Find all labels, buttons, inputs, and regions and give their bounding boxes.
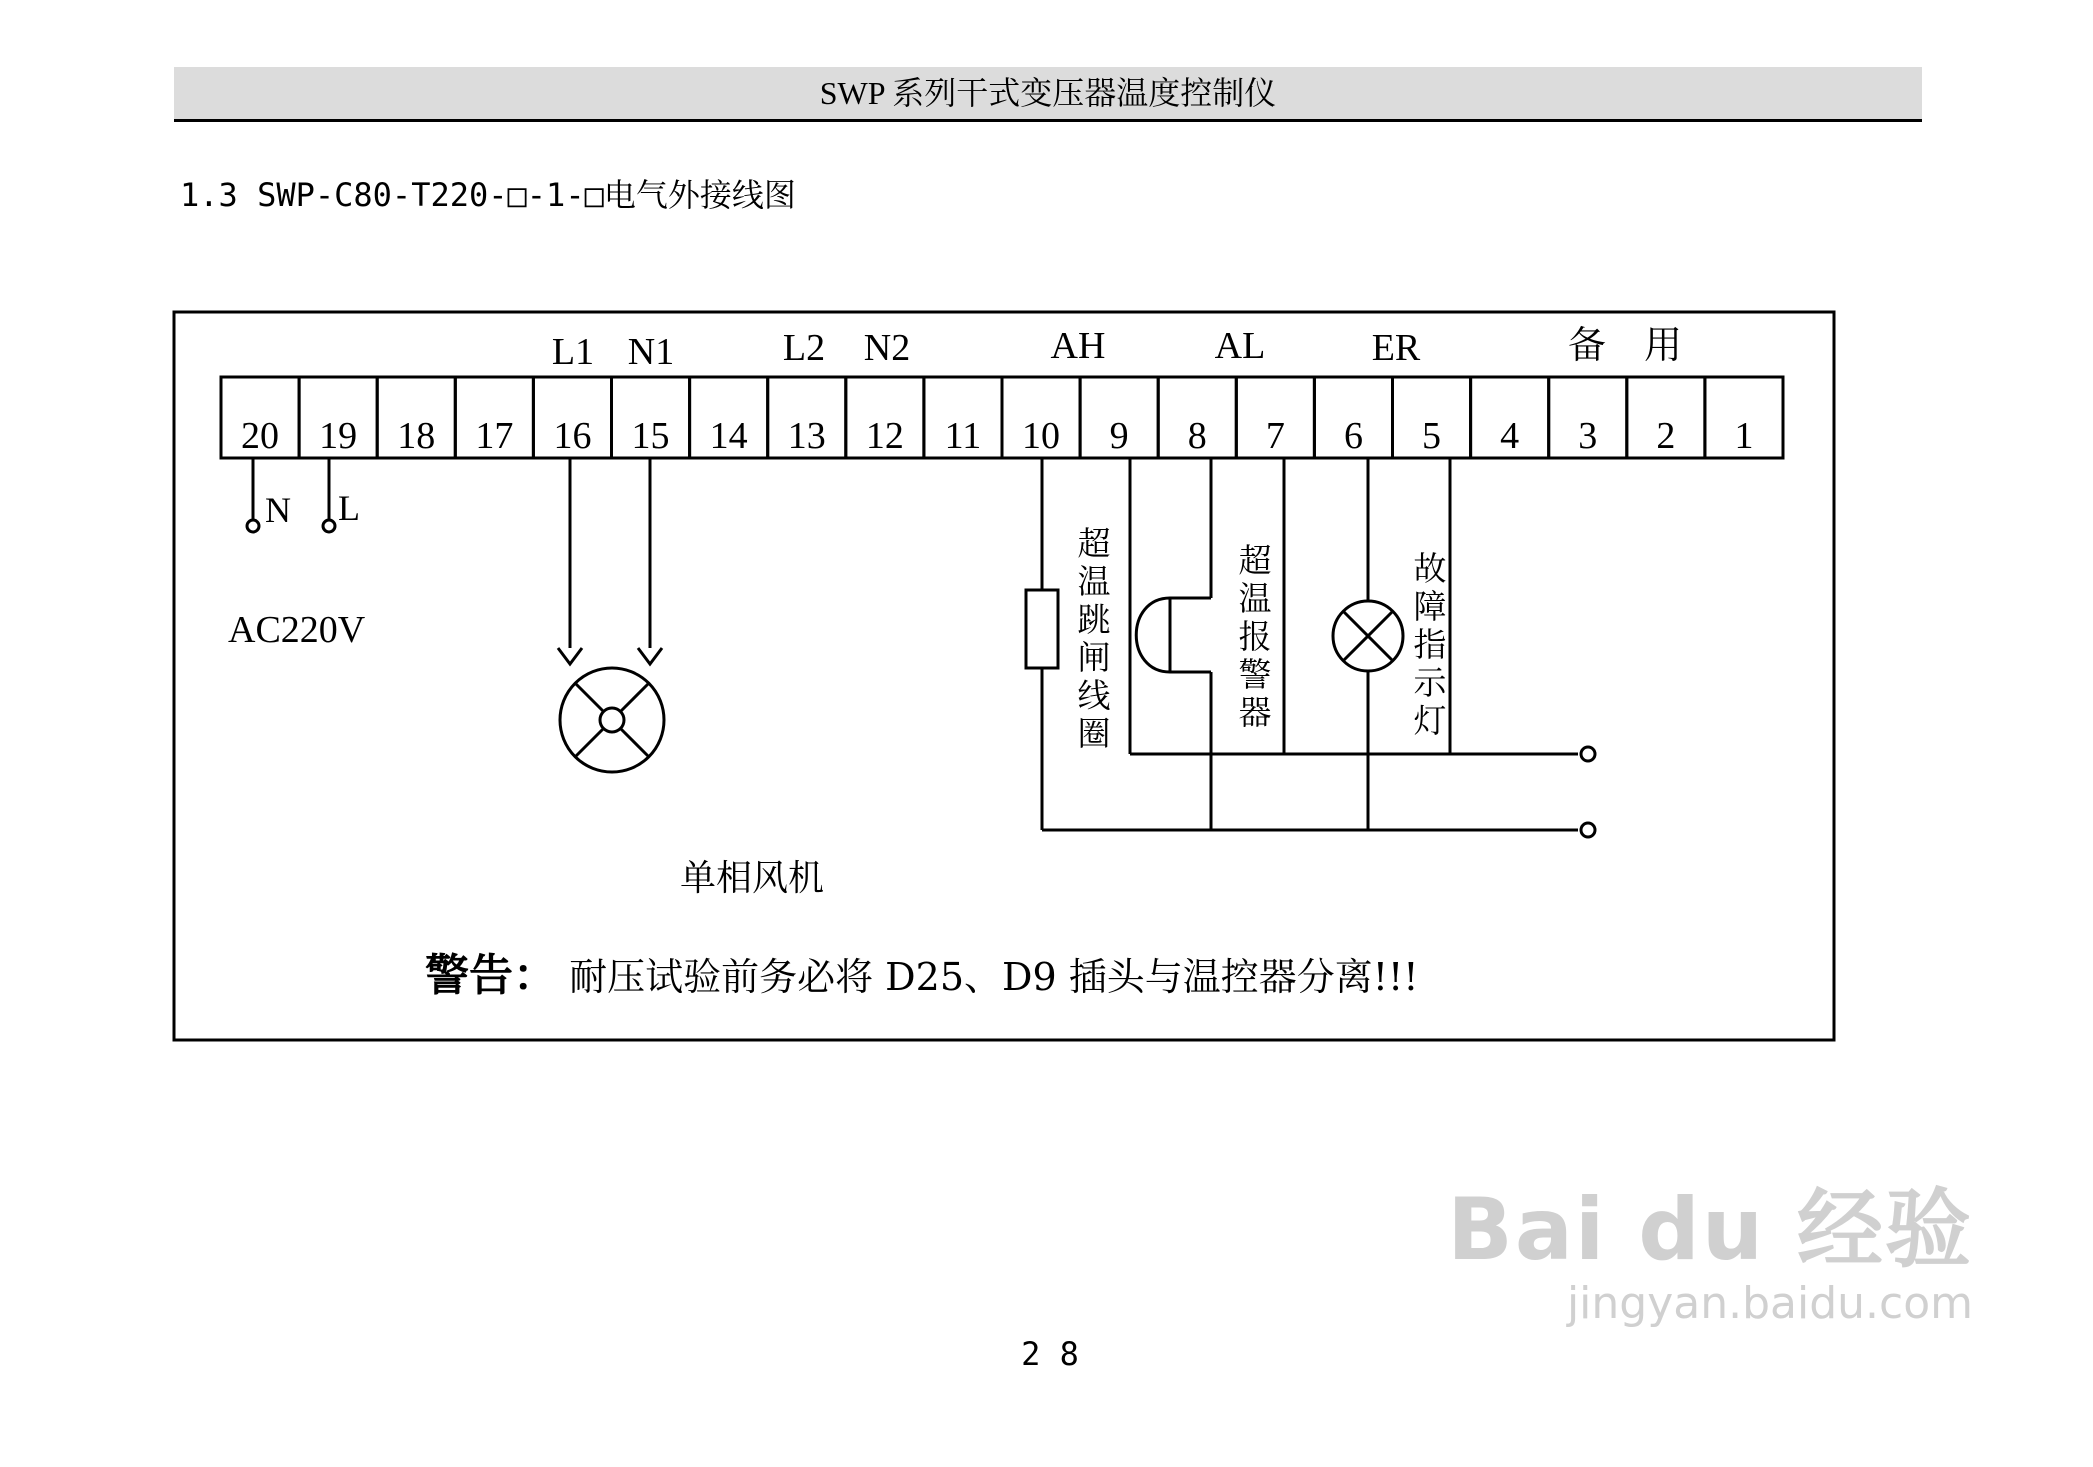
watermark-url: jingyan.baidu.com — [1566, 1278, 1973, 1329]
terminal-number-6: 6 — [1343, 415, 1363, 457]
terminal-n-circle — [247, 520, 259, 532]
alarm-symbol — [1136, 598, 1170, 672]
fault-lamp-label: 故障指示灯 — [1413, 549, 1447, 740]
warning-bold: 警告： — [425, 950, 557, 1001]
warning-line — [425, 950, 1419, 1001]
header-title: SWP 系列干式变压器温度控制仪 — [819, 75, 1277, 111]
terminal-number-19: 19 — [319, 415, 358, 457]
terminal-number-10: 10 — [1022, 415, 1061, 457]
terminal-number-15: 15 — [631, 415, 670, 457]
terminal-number-18: 18 — [397, 415, 436, 457]
output-terminal-lower — [1581, 823, 1595, 837]
label-er: ER — [1371, 327, 1421, 369]
output-terminal-upper — [1581, 747, 1595, 761]
page-number: 2 8 — [1021, 1335, 1079, 1373]
terminal-strip — [221, 377, 1783, 458]
power-label: AC220V — [228, 609, 366, 651]
watermark-brand: Bai du 经验 — [1447, 1180, 1973, 1280]
terminal-number-4: 4 — [1500, 415, 1520, 457]
terminal-number-2: 2 — [1656, 415, 1676, 457]
terminal-number-3: 3 — [1578, 415, 1598, 457]
terminal-l-circle — [323, 520, 335, 532]
terminal-number-20: 20 — [241, 415, 280, 457]
terminal-number-9: 9 — [1109, 415, 1129, 457]
trip-coil-symbol — [1026, 590, 1058, 668]
terminal-number-13: 13 — [787, 415, 826, 457]
fan-label: 单相风机 — [680, 858, 825, 899]
terminal-number-5: 5 — [1422, 415, 1442, 457]
terminal-number-8: 8 — [1187, 415, 1207, 457]
label-n2: N2 — [863, 327, 911, 369]
trip-coil-label: 超温跳闸线圈 — [1077, 524, 1111, 753]
label-l1: L1 — [551, 331, 595, 373]
terminal-number-7: 7 — [1265, 415, 1285, 457]
terminal-number-16: 16 — [553, 415, 592, 457]
terminal-number-1: 1 — [1734, 415, 1754, 457]
section-title: 1.3 SWP-C80-T220-□-1-□电气外接线图 — [180, 176, 796, 214]
fan-symbol — [558, 458, 664, 772]
terminal-number-12: 12 — [865, 415, 904, 457]
alarm-label: 超温报警器 — [1238, 541, 1272, 732]
power-l-label: L — [338, 488, 360, 528]
label-spare: 备 用 — [1567, 325, 1683, 367]
label-ah: AH — [1050, 325, 1106, 367]
label-n1: N1 — [627, 331, 675, 373]
terminal-number-11: 11 — [944, 415, 982, 457]
terminal-number-17: 17 — [475, 415, 514, 457]
warning-text: 耐压试验前务必将 D25、D9 插头与温控器分离!!! — [569, 955, 1419, 999]
label-l2: L2 — [782, 327, 826, 369]
label-al: AL — [1214, 325, 1266, 367]
terminal-number-14: 14 — [709, 415, 748, 457]
power-n-label: N — [265, 490, 291, 530]
baidu-watermark — [1447, 1160, 1973, 1329]
